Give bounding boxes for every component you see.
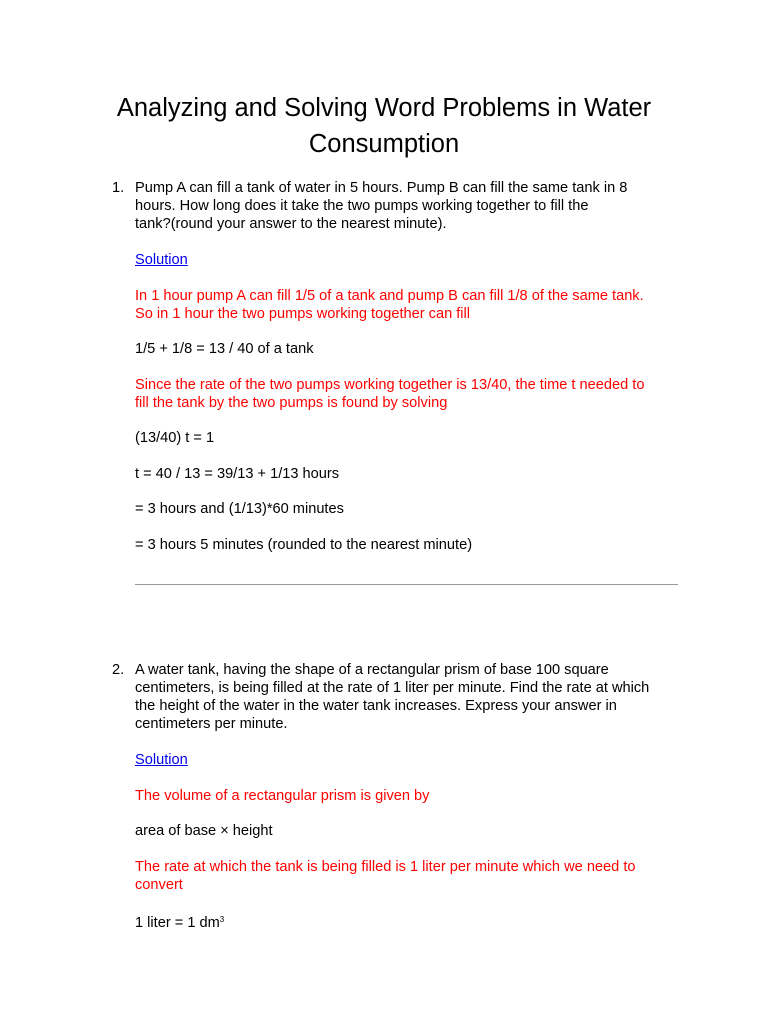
problem-1-step-5: = 3 hours 5 minutes (rounded to the nearest minute) [135, 537, 473, 553]
document-title [60, 90, 708, 162]
problem-1-step-2: (13/40) t = 1 [135, 430, 215, 446]
problem-1-explanation-1 [135, 287, 695, 323]
problem-2-solution-link[interactable]: Solution [135, 752, 188, 768]
problem-1-number: 1. [112, 180, 125, 196]
problem-1-step-1: 1/5 + 1/8 = 13 / 40 of a tank [135, 341, 314, 357]
problem-2-explanation-1: The volume of a rectangular prism is given by [135, 788, 430, 804]
explanation-line: The rate at which the tank is being filled is 1 liter per minute which we need to [135, 859, 636, 875]
problem-2-explanation-2 [135, 858, 695, 894]
horizontal-divider [135, 584, 678, 585]
superscript-exponent: 3 [219, 915, 225, 924]
problem-1-explanation-2 [135, 376, 695, 412]
question-line: A water tank, having the shape of a rectangular prism of base 100 square [135, 662, 609, 678]
explanation-line: convert [135, 877, 183, 893]
title-line-2: Consumption [308, 130, 460, 158]
explanation-line: So in 1 hour the two pumps working together can fill [135, 306, 471, 322]
question-line: Pump A can fill a tank of water in 5 hours. Pump B can fill the same tank in 8 [135, 180, 628, 196]
question-line: the height of the water in the water tank increases. Express your answer in [135, 698, 617, 714]
problem-1-question [135, 179, 695, 233]
question-line: centimeters, is being filled at the rate of 1 liter per minute. Find the rate at which [135, 680, 650, 696]
question-line: centimeters per minute. [135, 716, 288, 732]
problem-2-step-2 [135, 911, 695, 932]
question-line: hours. How long does it take the two pumps working together to fill the [135, 198, 589, 214]
problem-1-step-3: t = 40 / 13 = 39/13 + 1/13 hours [135, 466, 340, 482]
title-line-1: Analyzing and Solving Word Problems in Water [116, 94, 652, 122]
step-text: 1 liter = 1 dm [135, 915, 220, 931]
explanation-line: In 1 hour pump A can fill 1/5 of a tank and pump B can fill 1/8 of the same tank. [135, 288, 644, 304]
explanation-line: Since the rate of the two pumps working together is 13/40, the time t needed to [135, 377, 645, 393]
problem-1-solution-link[interactable]: Solution [135, 252, 188, 268]
problem-2-question [135, 661, 695, 733]
explanation-line: fill the tank by the two pumps is found by solving [135, 395, 448, 411]
question-line: tank?(round your answer to the nearest minute). [135, 216, 447, 232]
problem-2-number: 2. [112, 662, 125, 678]
problem-1-step-4: = 3 hours and (1/13)*60 minutes [135, 501, 344, 517]
problem-2-step-1: area of base × height [135, 823, 273, 839]
